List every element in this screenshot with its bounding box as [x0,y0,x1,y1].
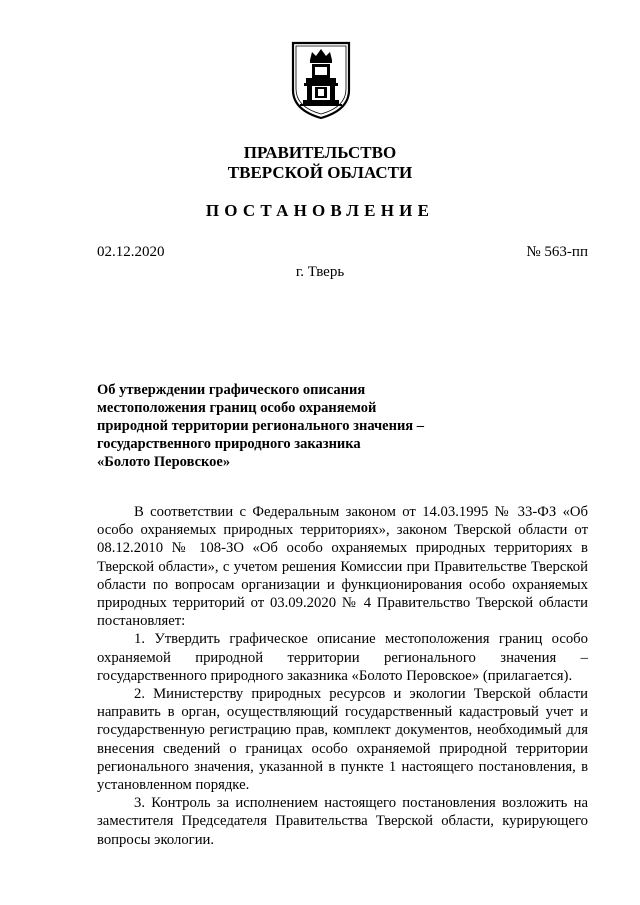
tver-region-coat-of-arms-icon [290,40,352,120]
document-number: № 563-пп [526,244,588,260]
clause-3: 3. Контроль за исполнением настоящего постановления возложить на заместителя Председателя Правительства Тверской области, курирующего вопросы экологии. [97,795,588,848]
document-date: 02.12.2020 [97,244,165,260]
subject-line: «Болото Перовское» [97,454,231,470]
subject-line: государственного природного заказника [97,436,361,452]
gov-title-line-1: ПРАВИТЕЛЬСТВО [243,143,397,162]
government-title [0,143,640,183]
clause-2: 2. Министерству природных ресурсов и экологии Тверской области направить в орган, осуществляющий государственный кадастровый учет и государственную регистрацию прав, комплект документов, необходимый для внесения сведений о границах особо охраняемой природной территории регионального значения, указанной в пункте 1 настоящего постановления, в установленном порядке. [97,686,588,794]
preamble-paragraph: В соответствии с Федеральным законом от 14.03.1995 № 33-ФЗ «Об особо охраняемых природных территориях», законом Тверской области от 08.12.2010 № 108-ЗО «Об особо охраняемых природных территориях в Тверской области», с учетом решения Комиссии при Правительстве Тверской области по вопросам организации и функционирования особо охраняемых природных территорий от 03.09.2020 № 4 Правительство Тверской области постановляет: [97,504,588,630]
document-city: г. Тверь [295,264,345,280]
document-body [97,503,588,849]
gov-title-line-2: ТВЕРСКОЙ ОБЛАСТИ [227,163,413,182]
subject-line: природной территории регионального значения – [97,418,425,434]
subject-line: местоположения границ особо охраняемой [97,400,377,416]
document-type: ПОСТАНОВЛЕНИЕ [205,201,435,220]
clause-1: 1. Утвердить графическое описание местоположения границ особо охраняемой природной территории регионального значения – государственного природного заказника «Болото Перовское» (прилагается). [97,631,588,684]
subject-line: Об утверждении графического описания [97,382,366,398]
document-subject [97,381,437,471]
